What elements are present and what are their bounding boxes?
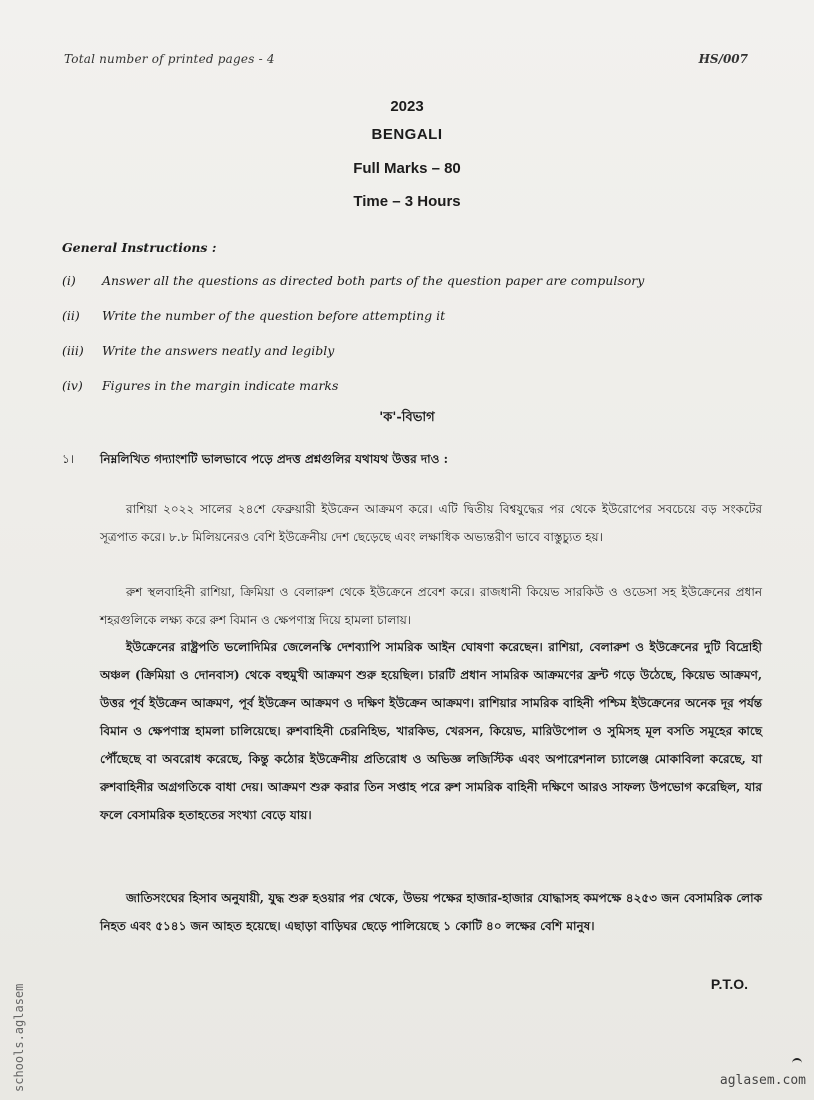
instruction-text: Answer all the questions as directed both parts of the question paper are compulsory: [102, 273, 645, 288]
passage-paragraph-3: ইউক্রেনের রাষ্ট্রপতি ভলোদিমির জেলেনস্কি দেশব্যাপি সামরিক আইন ঘোষণা করেছেন। রাশিয়া, বেলারুশ ও ইউক্রেনের দুটি বিদ্রোহী অঞ্চল (ক্রিমিয়া ও দোনবাস) থেকে বহুমুখী আক্রমণ শুরু হয়েছিল। চারটি প্রধান সামরিক আক্রমণের ফ্রন্ট গড়ে উঠেছে, কিয়েভ আক্রমণ, উত্তর পূর্ব ইউক্রেন আক্রমণ, পূর্ব ইউক্রেন আক্রমণ ও দক্ষিণ ইউক্রেন আক্রমণ। রাশিয়ার সামরিক বাহিনী পশ্চিম ইউক্রেনের অনেক দূর পর্যন্ত বিমান ও ক্ষেপণাস্ত্র হামলা চালিয়েছে। রুশবাহিনী চেরনিহিভ, খারকিভ, খেরসন, কিয়েভ, মারিউপোল ও সুমিসহ মূল বসতি সমূহের কাছে পৌঁছেছে বা অবরোধ করেছে, কিন্তু কঠোর ইউক্রেনীয় প্রতিরোধ ও অভিজ্ঞ লজিস্টিক এবং অপারেশনাল চ্যালেঞ্জ মোকাবিলা করেছে, যা রুশবাহিনীর অগ্রগতিকে বাধা দেয়। আক্রমণ শুরু করার তিন সপ্তাহ পরে রুশ সামরিক বাহিনী দক্ষিণে আরও সাফল্য উপভোগ করেছিল, যার ফলে বেসামরিক হতাহতের সংখ্যা বেড়ে যায়।: [100, 640, 762, 822]
exam-time: Time – 3 Hours: [353, 193, 461, 210]
instruction-text: Figures in the margin indicate marks: [102, 378, 339, 393]
instruction-item: [62, 308, 762, 343]
corner-watermark: aglasem.com: [719, 1073, 806, 1088]
question-number: ১।: [62, 452, 75, 466]
section-title: 'ক'-বিভাগ: [379, 410, 435, 425]
instruction-text: Write the answers neatly and legibly: [102, 343, 335, 358]
corner-curl-mark: [792, 1058, 802, 1066]
printed-pages-note: Total number of printed pages - 4: [64, 52, 275, 66]
instruction-item: [62, 273, 762, 308]
instructions-list: [62, 273, 762, 413]
instruction-number: (ii): [62, 308, 80, 323]
pto-note: P.T.O.: [710, 976, 748, 992]
instruction-number: (iii): [62, 343, 84, 358]
instruction-text: Write the number of the question before attempting it: [102, 308, 446, 323]
passage-paragraph-1: রাশিয়া ২০২২ সালের ২৪শে ফেব্রুয়ারী ইউক্রেন আক্রমণ করে। এটি দ্বিতীয় বিশ্বযুদ্ধের পর থেকে ইউরোপের সবচেয়ে বড় সংকটের সূত্রপাত করে। ৮.৮ মিলিয়নেরও বেশি ইউক্রেনীয় দেশ ছেড়েছে এবং লক্ষাধিক অভ্যন্তরীণ ভাবে বাস্তুচ্যুত হয়।: [100, 502, 762, 544]
exam-subject: BENGALI: [371, 126, 443, 143]
paper-code: HS/007: [698, 52, 748, 66]
side-watermark: schools.aglasem: [12, 983, 26, 1092]
exam-year: 2023: [390, 98, 424, 115]
instruction-number: (iv): [62, 378, 83, 393]
full-marks: Full Marks – 80: [353, 160, 461, 177]
question-text: নিম্নলিখিত গদ্যাংশটি ভালভাবে পড়ে প্রদত্ত প্রশ্নগুলির যথাযথ উত্তর দাও :: [100, 452, 449, 466]
instruction-item: [62, 343, 762, 378]
question-row: [62, 451, 762, 471]
passage-paragraph-4: জাতিসংঘের হিসাব অনুযায়ী, যুদ্ধ শুরু হওয়ার পর থেকে, উভয় পক্ষের হাজার-হাজার যোদ্ধাসহ কমপক্ষে ৪২৫৩ জন বেসামরিক লোক নিহত এবং ৫১৪১ জন আহত হয়েছে। এছাড়া বাড়িঘর ছেড়ে পালিয়েছে ১ কোটি ৪০ লক্ষের বেশি মানুষ।: [100, 891, 762, 933]
instructions-heading: General Instructions :: [62, 240, 217, 255]
instruction-number: (i): [62, 273, 76, 288]
passage-paragraph-2: রুশ স্থলবাহিনী রাশিয়া, ক্রিমিয়া ও বেলারুশ থেকে ইউক্রেনে প্রবেশ করে। রাজধানী কিয়েভ সারকিউ ও ওডেসা সহ ইউক্রেনের প্রধান শহরগুলিকে লক্ষ্য করে রুশ বিমান ও ক্ষেপণাস্ত্র দিয়ে হামলা চালায়।: [100, 585, 762, 627]
